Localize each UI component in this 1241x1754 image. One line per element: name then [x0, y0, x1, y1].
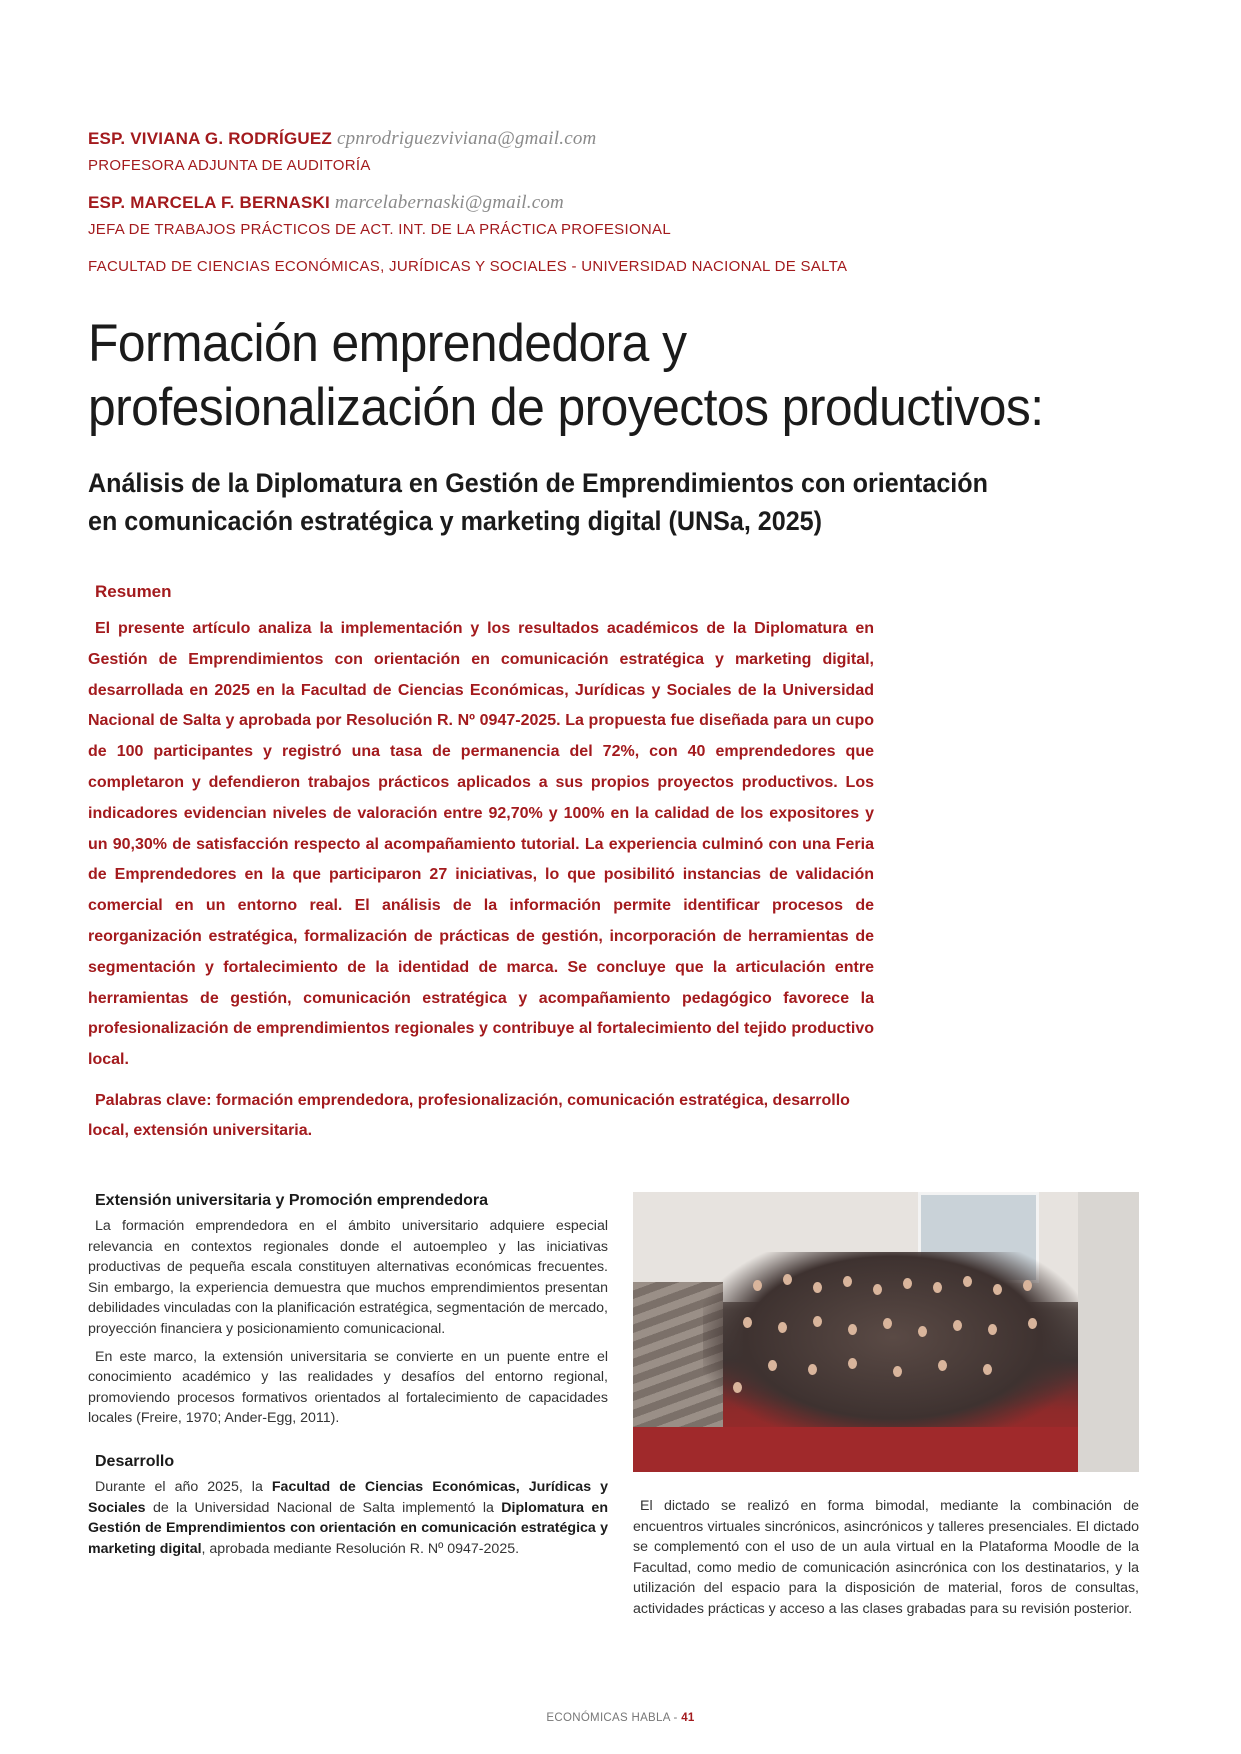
section-desarrollo-paragraph-1	[88, 1477, 608, 1559]
photo-pillar	[1078, 1192, 1139, 1472]
author-1-email[interactable]: cpnrodriguezviviana@gmail.com	[336, 128, 597, 149]
group-photo	[633, 1192, 1139, 1472]
page-footer	[0, 1712, 1241, 1724]
author-1-role: PROFESORA ADJUNTA DE AUDITORÍA	[88, 157, 371, 174]
author-1	[88, 128, 596, 150]
right-column-paragraph-1: El dictado se realizó en forma bimodal, mediante la combinación de encuentros virtuales sincrónicos, asincrónicos y talleres presenciales. El dictado se complementó con el uso de un aula virtual en la Plataforma Moodle de la Facultad, como medio de comunicación asincrónica con los destinatarios, y la utilización del espacio para la disposición de material, foros de consultas, actividades prácticas y acceso a las clases grabadas para su revisión posterior.	[633, 1498, 1139, 1617]
affiliation: FACULTAD DE CIENCIAS ECONÓMICAS, JURÍDICAS Y SOCIALES - UNIVERSIDAD NACIONAL DE SALTA	[88, 258, 848, 275]
photo-floor	[633, 1427, 1139, 1472]
author-2-name: ESP. MARCELA F. BERNASKI	[88, 193, 330, 212]
section-heading-extension: Extensión universitaria y Promoción emprendedora	[95, 1192, 488, 1209]
author-1-name: ESP. VIVIANA G. RODRÍGUEZ	[88, 129, 332, 148]
keywords: Palabras clave: formación emprendedora, profesionalización, comunicación estratégica, desarrollo local, extensión universitaria.	[88, 1092, 850, 1139]
desarrollo-diploma-name: Diplomatura en Gestión de Emprendimientos con orientación en comunicación estratégica y marketing digital	[88, 1499, 608, 1557]
desarrollo-faculty-name: Facultad de Ciencias Económicas, Jurídicas y Sociales	[88, 1478, 608, 1516]
article-title	[88, 312, 1141, 440]
subtitle-line-2: en comunicación estratégica y marketing digital (UNSa, 2025)	[88, 506, 823, 536]
section-extension-paragraph-1: La formación emprendedora en el ámbito universitario adquiere especial relevancia en contextos regionales donde el autoempleo y las iniciativas productivas de pequeña escala constituyen alternativas económicas frecuentes. Sin embargo, la experiencia demuestra que muchos emprendimientos presentan debilidades vinculadas con la planificación estratégica, segmentación de mercado, proyección financiera y posicionamiento comunicacional.	[88, 1218, 608, 1337]
abstract-heading: Resumen	[95, 582, 172, 601]
footer-publication: ECONÓMICAS HABLA -	[546, 1712, 682, 1724]
right-column	[633, 1496, 1139, 1627]
abstract-body: El presente artículo analiza la implementación y los resultados académicos de la Diplomatura en Gestión de Emprendimientos con orientación en comunicación estratégica y marketing digital, desarrollada en 2025 en la Facultad de Ciencias Económicas, Jurídicas y Sociales de la Universidad Nacional de Salta y aprobada por Resolución R. Nº 0947-2025. La propuesta fue diseñada para un cupo de 100 participantes y registró una tasa de permanencia del 72%, con 40 emprendedores que completaron y defendieron trabajos prácticos aplicados a sus propios proyectos productivos. Los indicadores evidencian niveles de valoración entre 92,70% y 100% en la calidad de los expositores y un 90,30% de satisfacción respecto al acompañamiento tutorial. La experiencia culminó con una Feria de Emprendedores en la que participaron 27 iniciativas, lo que posibilitó instancias de validación comercial en un entorno real. El análisis de la información permite identificar procesos de reorganización estratégica, formalización de prácticas de gestión, incorporación de herramientas de segmentación y fortalecimiento de la identidad de marca. Se concluye que la articulación entre herramientas de gestión, comunicación estratégica y acompañamiento pedagógico favorece la profesionalización de emprendimientos regionales y contribuye al fortalecimiento del tejido productivo local.	[88, 620, 874, 1069]
title-line-2: profesionalización de proyectos productivos:	[88, 378, 1044, 437]
author-2-role: JEFA DE TRABAJOS PRÁCTICOS DE ACT. INT. DE LA PRÁCTICA PROFESIONAL	[88, 221, 671, 238]
left-column	[88, 1192, 608, 1566]
section-extension-paragraph-2b: En este marco, la extensión universitaria se convierte en un puente entre el conocimiento académico y las realidades y desafíos del entorno regional, promoviendo procesos formativos orientados al fortalecimiento de capacidades locales (Freire, 1970; Ander-Egg, 2011).	[88, 1348, 608, 1427]
desarrollo-text-a: Durante el año 2025, la	[95, 1478, 272, 1495]
subtitle-line-1: Análisis de la Diplomatura en Gestión de Emprendimientos con orientación	[88, 468, 988, 498]
desarrollo-text-c: de la Universidad Nacional de Salta implementó la	[145, 1499, 502, 1516]
title-line-1: Formación emprendedora y	[88, 314, 687, 373]
article-subtitle	[88, 464, 999, 540]
desarrollo-text-e: , aprobada mediante Resolución R. Nº 0947-2025.	[201, 1540, 520, 1557]
section-heading-desarrollo: Desarrollo	[95, 1452, 175, 1470]
author-2	[88, 192, 564, 214]
footer-page-number: 41	[681, 1712, 695, 1724]
author-2-email[interactable]: marcelabernaski@gmail.com	[334, 192, 564, 213]
